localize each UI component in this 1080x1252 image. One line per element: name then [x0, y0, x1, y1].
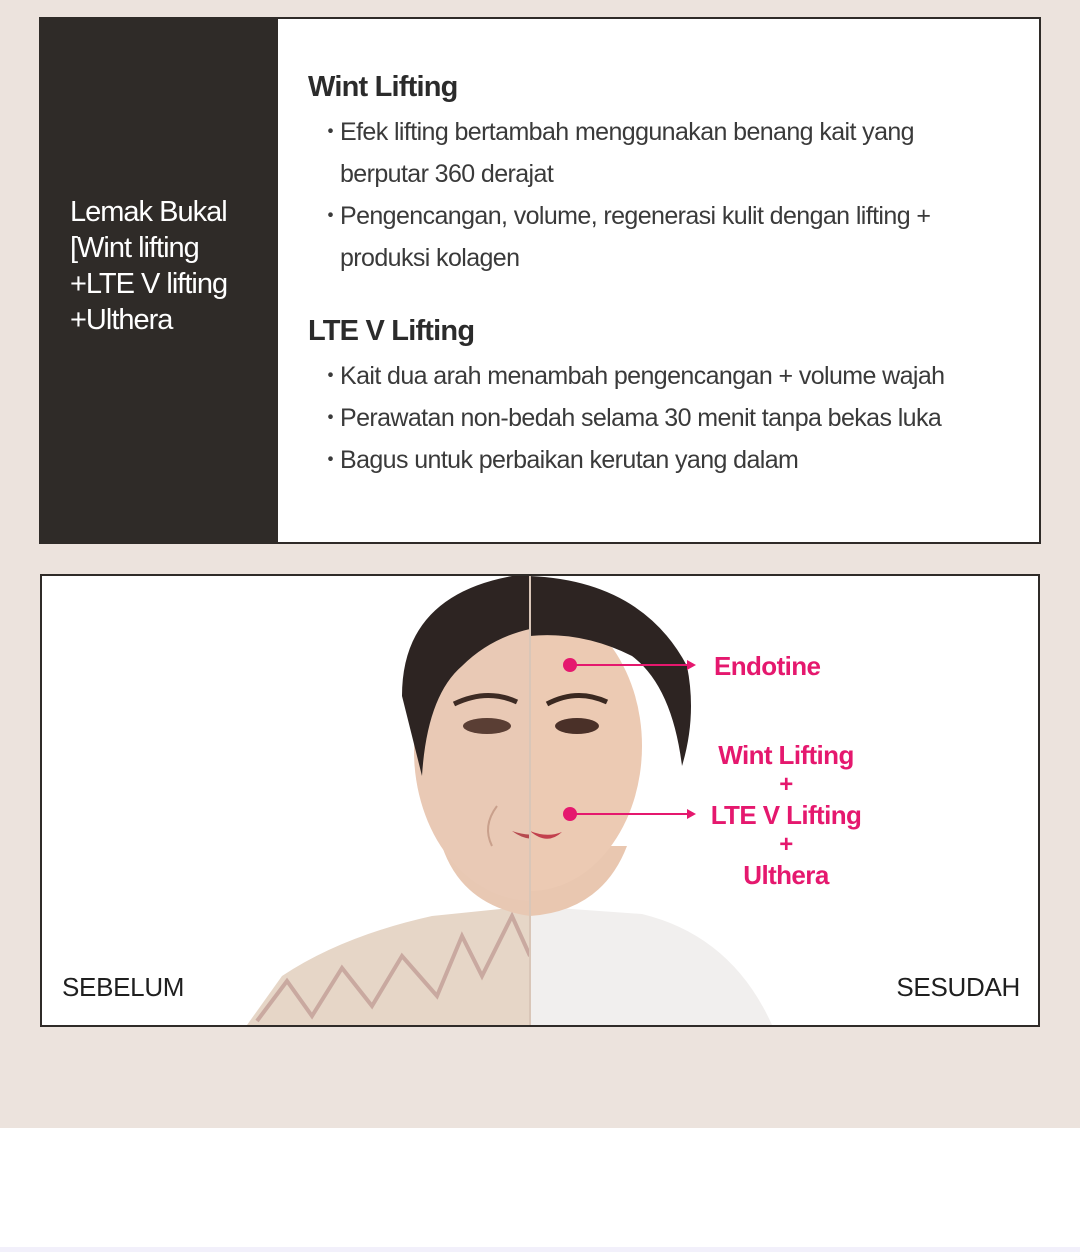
- list-item: [308, 111, 1039, 195]
- torso-right: [530, 906, 772, 1025]
- bottom-divider: [0, 1247, 1080, 1252]
- bullet-dot-icon: ・: [318, 446, 343, 474]
- bullet-text: Bagus untuk perbaikan kerutan yang dalam: [340, 446, 799, 474]
- before-label: SEBELUM: [62, 972, 185, 1002]
- bullet-dot-icon: ・: [318, 404, 343, 432]
- bullet-dot-icon: ・: [318, 118, 343, 146]
- bullet-text: Efek lifting bertambah menggunakan benang kait yang berputar 360 derajat: [340, 118, 914, 188]
- bullet-text: Pengencangan, volume, regenerasi kulit dengan lifting + produksi kolagen: [340, 202, 931, 272]
- treatment-info-table: [39, 17, 1041, 544]
- bullet-text: Perawatan non-bedah selama 30 menit tanpa bekas luka: [340, 404, 942, 432]
- annotation-plus: +: [779, 771, 793, 798]
- annotation-lifting-combo: [710, 740, 862, 890]
- annotation-endotine: Endotine: [714, 651, 821, 681]
- list-item: [308, 355, 1039, 397]
- list-item: [308, 195, 1039, 279]
- annotation-plus: +: [779, 831, 793, 858]
- bullet-dot-icon: ・: [318, 202, 343, 230]
- section-heading: Wint Lifting: [308, 71, 458, 103]
- treatment-name-cell: [41, 19, 278, 542]
- list-item: [308, 397, 1039, 439]
- face-photo: [42, 576, 1038, 1025]
- list-item: [308, 439, 1039, 481]
- section-wint-lifting: [308, 67, 1039, 279]
- bullet-dot-icon: ・: [318, 362, 343, 390]
- bullet-list: [308, 355, 1039, 481]
- annotation-line: Ulthera: [743, 860, 829, 890]
- before-after-photo: [40, 574, 1040, 1027]
- bullet-text: Kait dua arah menambah pengencangan + volume wajah: [340, 362, 945, 390]
- annotation-line: LTE V Lifting: [710, 800, 862, 830]
- section-heading: LTE V Lifting: [308, 315, 475, 347]
- section-lte-v-lifting: [308, 311, 1039, 481]
- treatment-name: Lemak Bukal [Wint lifting +LTE V lifting +Ulthera: [70, 195, 228, 336]
- bullet-list: [308, 111, 1039, 279]
- annotation-line: Wint Lifting: [718, 740, 854, 770]
- treatment-description-cell: [278, 19, 1039, 542]
- after-label: SESUDAH: [896, 972, 1020, 1002]
